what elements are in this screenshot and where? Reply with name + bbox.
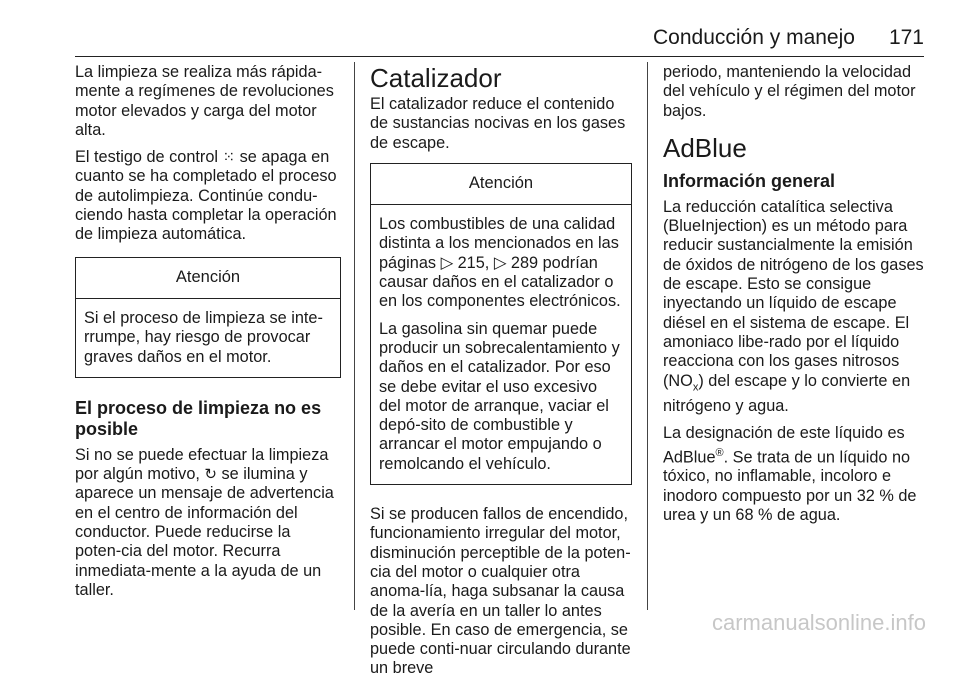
column-3 xyxy=(663,63,929,533)
section-heading: Catalizador xyxy=(370,63,502,93)
page-ref-link[interactable]: 289 xyxy=(510,253,539,272)
paragraph: La reducción catalítica selectiva (BlueInjection) es un método para reducir sustancialmente la emisión de óxidos de nitrógeno de los gases de escape. Esto se consigue inyectando un líquido de escape diésel en el sistema de escape. El amoniaco libe-rado por el líquido reacciona con los gases nitrosos $(NO_x)$ del escape y lo convierte en nitrógeno y agua. xyxy=(663,197,924,416)
paragraph: Si se producen fallos de encendido, funcionamiento irregular del motor, disminución perceptible de la poten-cia del motor o cualquier otra anoma-lía, haga subsanar la causa de la avería en un taller lo antes posible. En caso de emergencia, se puede conti-nuar circulando durante un breve xyxy=(370,505,631,678)
paragraph: La limpieza se realiza más rápida-mente a regímenes de revoluciones motor elevados y carga del motor alta. xyxy=(75,63,334,139)
subheading: Información general xyxy=(663,170,836,191)
column-divider-2 xyxy=(647,62,648,610)
engine-warning-icon: ↻ xyxy=(204,466,217,484)
subheading: El proceso de limpieza no es posible xyxy=(75,397,322,439)
column-divider-1 xyxy=(354,62,355,610)
page-ref-icon: ▷ xyxy=(493,253,507,272)
warning-box xyxy=(75,257,341,378)
filter-warning-icon: ⁙ xyxy=(222,149,236,167)
warning-box xyxy=(370,163,632,485)
paragraph: Si no se puede efectuar la limpieza por algún motivo, ↻ se ilumina y aparece un mensaje de advertencia en el centro de información del conductor. Puede reducirse la poten-cia del motor. Recurra inmediata-mente a la ayuda de un taller. xyxy=(75,445,334,599)
header-rule xyxy=(75,56,924,57)
paragraph: La designación de este líquido es AdBlue®. Se trata de un líquido no tóxico, no inflamable, incoloro e inodoro compuesto por un 32 % de urea y un 68 % de agua. xyxy=(663,424,917,525)
section-heading: AdBlue xyxy=(663,132,747,163)
page-number: 171 xyxy=(888,26,924,49)
warning-title: Atención xyxy=(76,258,340,299)
page-header xyxy=(653,26,924,50)
column-1 xyxy=(75,63,341,608)
column-2 xyxy=(370,63,632,687)
paragraph: El catalizador reduce el contenido de sustancias nocivas en los gases de escape. xyxy=(370,95,626,152)
section-title: Conducción y manejo xyxy=(653,26,855,49)
warning-text: Si el proceso de limpieza se inte-rrumpe, hay riesgo de provocar graves daños en el motor. xyxy=(84,308,323,366)
warning-text: La gasolina sin quemar puede producir un sobrecalentamiento y daños en el catalizador. Por eso se debe evitar el uso excesivo del motor de arranque, vaciar el depó-sito de combustible y arrancar el motor empujando o remolcando el vehículo. xyxy=(379,319,620,473)
paragraph: El testigo de control ⁙ se apaga en cuanto se ha completado el proceso de autolimpieza. Continúe condu-ciendo hasta completar la operación de limpieza automática. xyxy=(75,148,337,244)
warning-title: Atención xyxy=(371,164,631,205)
paragraph: periodo, manteniendo la velocidad del vehículo y el régimen del motor bajos. xyxy=(663,63,916,120)
page-ref-icon: ▷ xyxy=(440,253,454,272)
watermark: carmanualsonline.info xyxy=(711,610,926,635)
page-ref-link[interactable]: 215 xyxy=(457,253,485,272)
warning-text: Los combustibles de una calidad distinta a los mencionados en las páginas ▷ 215, ▷ 289 podrían causar daños en el catalizador o en los componentes electrónicos. xyxy=(379,215,621,311)
